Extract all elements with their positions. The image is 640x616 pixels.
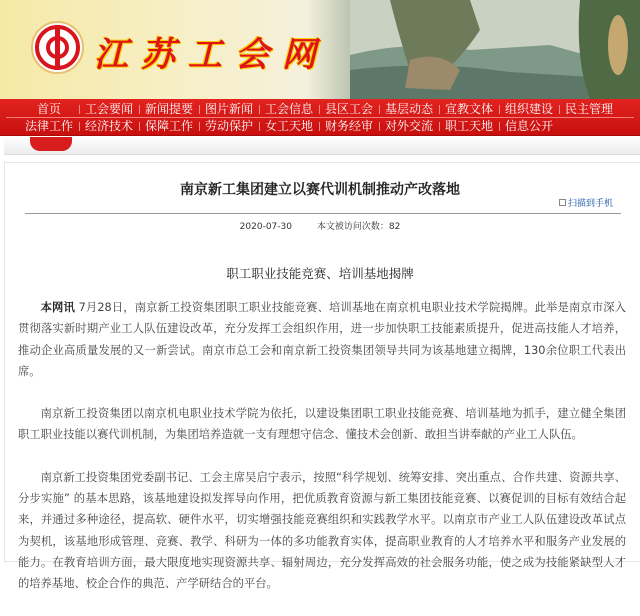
sub-nav-strip bbox=[4, 137, 640, 155]
nav-item[interactable]: 图片新闻 bbox=[199, 101, 259, 118]
nav-item[interactable]: 对外交流 bbox=[379, 118, 439, 135]
article-paragraph: 本网讯 7月28日，南京新工投资集团职工职业技能竞赛、培训基地在南京机电职业技术学院揭牌。此举是南京市深入贯彻落实新时期产业工人队伍建设改革，充分发挥工会组织作用，进一步加快职工技能素质提升，促进高技能人才培养，推动企业高质量发展的又一新尝试。南京市总工会和南京新工投资集团领导共同为该基地建立揭牌，130余位职工代表出席。 bbox=[18, 301, 626, 378]
article-body bbox=[18, 297, 626, 616]
nav-item[interactable]: 工会信息 bbox=[259, 101, 319, 118]
nav-item[interactable]: 新闻提要 bbox=[139, 101, 199, 118]
site-header bbox=[0, 0, 640, 99]
landscape-banner-image bbox=[350, 0, 640, 99]
article-paragraph: 南京新工投资集团党委副书记、工会主席吴启宁表示，按照“科学规划、统筹安排、突出重点、合作共建、资源共享、分步实施” 的基本思路，该基地建设拟发挥导向作用，把优质教育资源与新工集团技能竞赛、以赛促训的目标有效结合起来，并通过多种途径，提高软、硬件水平，切实增强技能竞赛组织和实践教学水平。以南京市产业工人队伍建设改革试点为契机，该基地形成管理、竞赛、教学、科研为一体的多功能教育实体，提高职业教育的人才培养水平和服务产业发展的能力。在教育培训方面，最大限度地实现资源共享、辐射周边，充分发挥高效的社会服务功能，使之成为技能紧缺型人才的培养基地、校企合作的典范、产学研结合的平台。 bbox=[18, 470, 626, 591]
title-divider bbox=[25, 213, 621, 214]
site-logo-text[interactable]: 江苏工会网 bbox=[94, 35, 329, 75]
nav-item[interactable]: 职工天地 bbox=[439, 118, 499, 135]
qr-code-icon bbox=[559, 199, 566, 206]
sub-nav-tab[interactable] bbox=[30, 137, 72, 151]
nav-item[interactable]: 财务经审 bbox=[319, 118, 379, 135]
lead-label: 本网讯 bbox=[40, 301, 75, 314]
main-navigation bbox=[0, 99, 640, 136]
nav-item[interactable]: 县区工会 bbox=[319, 101, 379, 118]
nav-item[interactable]: 首页 bbox=[36, 102, 61, 116]
nav-item[interactable]: 劳动保护 bbox=[199, 118, 259, 135]
nav-item[interactable]: 信息公开 bbox=[499, 118, 559, 135]
nav-item[interactable]: 女工天地 bbox=[259, 118, 319, 135]
nav-item[interactable]: 民主管理 bbox=[559, 101, 619, 118]
nav-item[interactable]: 基层动态 bbox=[379, 101, 439, 118]
scan-to-phone-link[interactable] bbox=[559, 196, 613, 209]
article-meta bbox=[0, 219, 640, 232]
nav-item[interactable]: 经济技术 bbox=[79, 118, 139, 135]
nav-item[interactable]: 工会要闻 bbox=[79, 101, 139, 118]
nav-item[interactable]: 组织建设 bbox=[499, 101, 559, 118]
nav-item[interactable]: 宣教文体 bbox=[439, 101, 499, 118]
nav-item[interactable]: 法律工作 bbox=[24, 119, 73, 133]
union-logo-emblem[interactable] bbox=[31, 21, 84, 74]
article-title: 南京新工集团建立以赛代训机制推动产改落地 bbox=[180, 182, 460, 198]
article-paragraph: 南京新工投资集团以南京机电职业技术学院为依托，以建设集团职工职业技能竞赛、培训基地为抓手，建立健全集团职工职业技能以赛代训机制，为集团培养造就一支有理想守信念、懂技术会创新、敢担当讲奉献的产业工人队伍。 bbox=[18, 407, 626, 442]
scan-to-phone-label: 扫描到手机 bbox=[568, 199, 614, 209]
view-count: 本文被访问次数：82 bbox=[316, 222, 401, 232]
nav-item[interactable]: 保障工作 bbox=[139, 118, 199, 135]
article-date: 2020-07-30 bbox=[239, 222, 292, 232]
article-subheading: 职工职业技能竞赛、培训基地揭牌 bbox=[226, 266, 414, 281]
